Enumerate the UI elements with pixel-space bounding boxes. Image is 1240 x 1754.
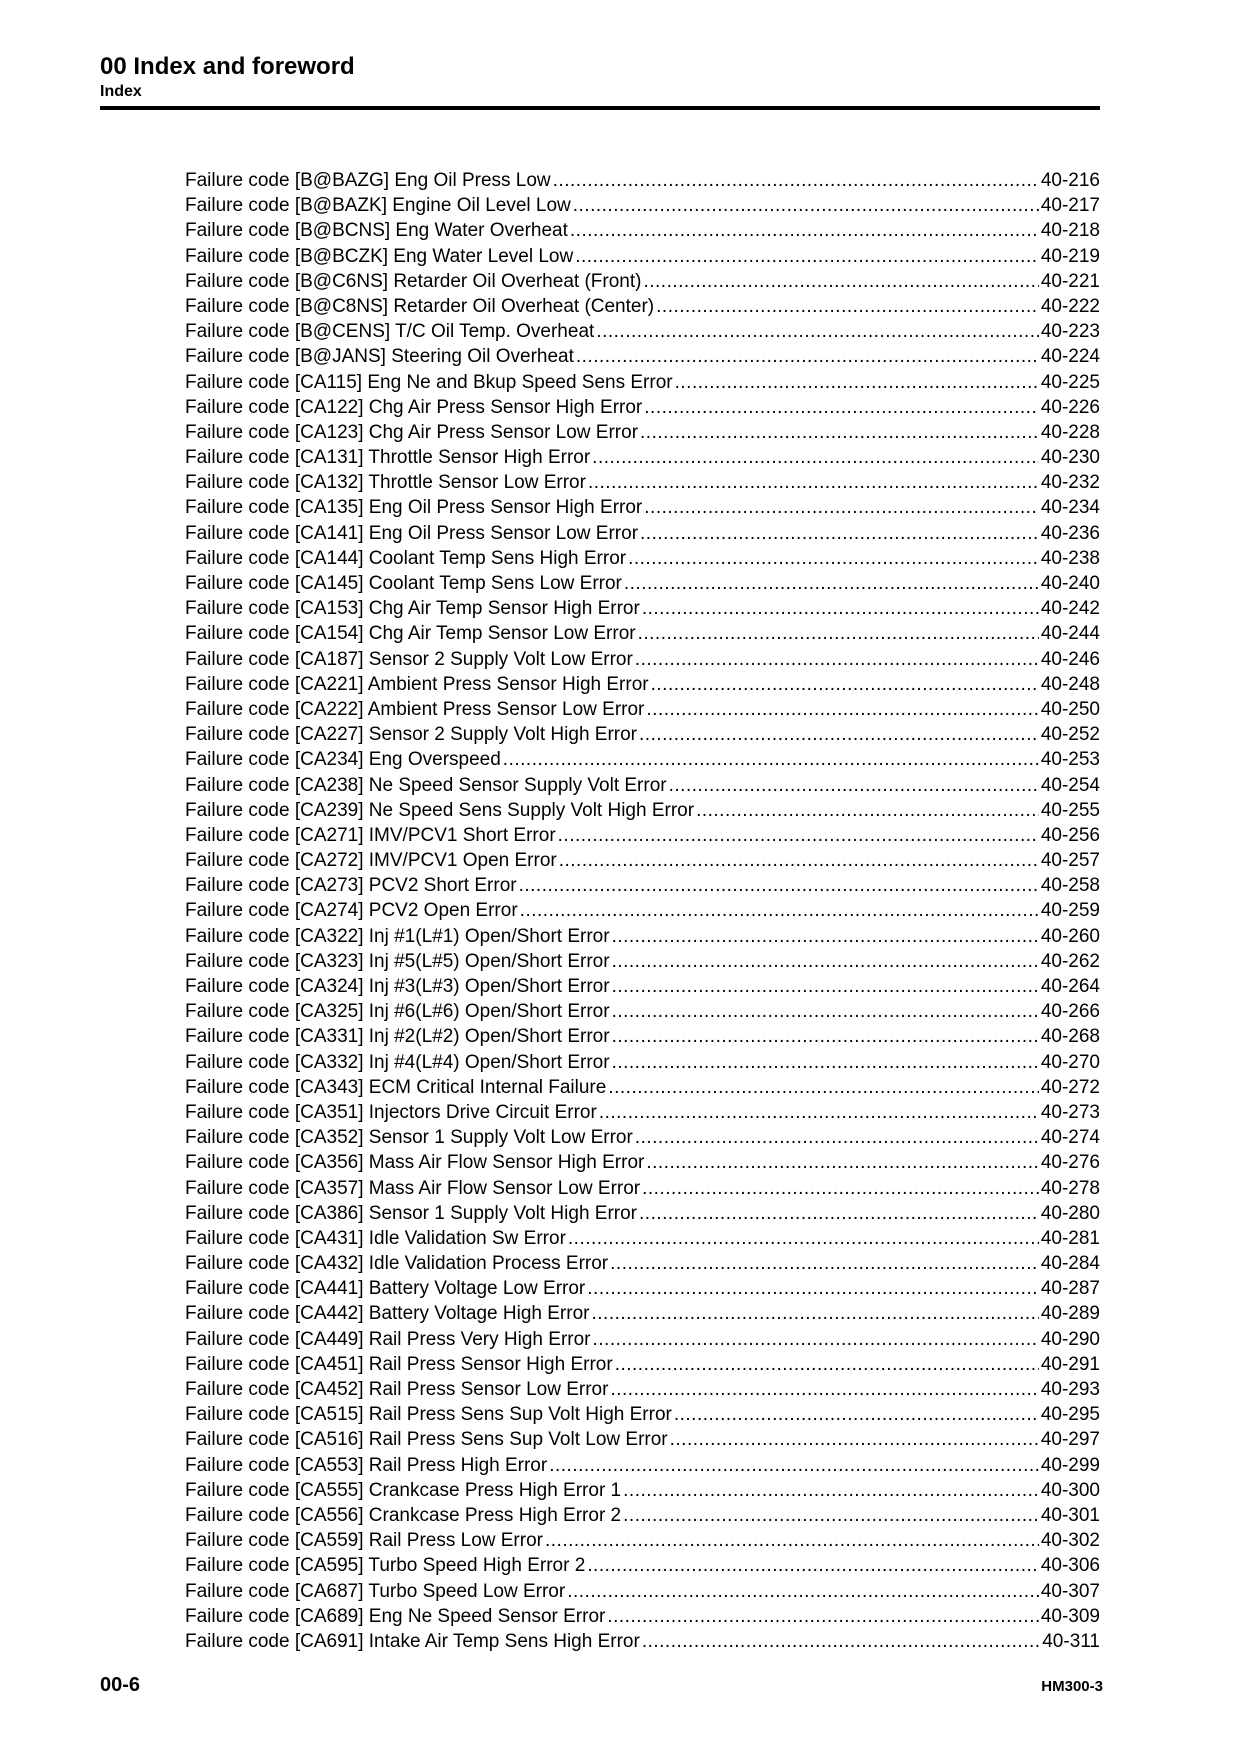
index-entry-label: Failure code [CA154] Chg Air Temp Sensor Low Error <box>185 623 636 645</box>
index-entry-page: 40-281 <box>1040 1227 1100 1249</box>
index-entry <box>185 319 1100 344</box>
index-entry-page: 40-252 <box>1040 724 1100 746</box>
index-entry-label: Failure code [CA221] Ambient Press Sensor High Error <box>185 673 649 695</box>
index-entry <box>185 621 1100 646</box>
index-entry-label: Failure code [CA238] Ne Speed Sensor Supply Volt Error <box>185 774 667 796</box>
index-entry-label: Failure code [CA386] Sensor 1 Supply Volt High Error <box>185 1202 638 1224</box>
dot-leader <box>612 1024 1039 1049</box>
index-entry <box>185 1251 1100 1276</box>
index-entry-page: 40-302 <box>1040 1530 1100 1552</box>
index-entry-page: 40-253 <box>1040 749 1100 771</box>
index-entry-label: Failure code [CA555] Crankcase Press High Error 1 <box>185 1479 622 1501</box>
dot-leader <box>612 974 1039 999</box>
dot-leader <box>696 798 1039 823</box>
page-number: 00-6 <box>100 1674 141 1696</box>
dot-leader <box>573 193 1039 218</box>
dot-leader <box>635 647 1039 672</box>
index-entry-label: Failure code [CA516] Rail Press Sens Sup Volt Low Error <box>185 1429 668 1451</box>
index-entry-page: 40-290 <box>1040 1328 1100 1350</box>
index-entry-page: 40-289 <box>1040 1303 1100 1325</box>
index-entry-page: 40-255 <box>1040 799 1100 821</box>
dot-leader <box>612 949 1039 974</box>
index-entry-label: Failure code [CA145] Coolant Temp Sens Low Error <box>185 573 622 594</box>
index-entry-page: 40-311 <box>1042 1630 1100 1652</box>
index-entry <box>185 1176 1100 1201</box>
dot-leader <box>608 1075 1038 1100</box>
index-entry-page: 40-278 <box>1040 1177 1100 1199</box>
index-entry <box>185 672 1100 697</box>
index-entry <box>185 244 1100 269</box>
index-entry <box>185 1100 1100 1125</box>
index-entry <box>185 1075 1100 1100</box>
index-entry-page: 40-223 <box>1040 321 1100 343</box>
index-entry-page: 40-225 <box>1040 371 1100 393</box>
index-entry <box>185 898 1100 923</box>
index-entry-label: Failure code [B@C8NS] Retarder Oil Overheat (Center) <box>185 295 655 317</box>
index-entry-page: 40-260 <box>1040 925 1100 947</box>
header-divider <box>100 106 1100 110</box>
index-entry <box>185 697 1100 722</box>
index-entry <box>185 848 1100 873</box>
index-entry-page: 40-228 <box>1040 421 1100 443</box>
index-entry-label: Failure code [CA122] Chg Air Press Sensor High Error <box>185 396 643 418</box>
index-entry <box>185 521 1100 546</box>
index-entry <box>185 999 1100 1024</box>
index-entry <box>185 1226 1100 1251</box>
index-entry-label: Failure code [B@BCZK] Eng Water Level Low <box>185 245 574 267</box>
index-entry-label: Failure code [CA442] Battery Voltage High Error <box>185 1303 590 1325</box>
index-entry-page: 40-230 <box>1040 447 1100 469</box>
dot-leader <box>643 269 1038 294</box>
dot-leader <box>640 521 1039 546</box>
index-entry-label: Failure code [B@C6NS] Retarder Oil Overheat (Front) <box>185 270 642 292</box>
index-entry-label: Failure code [CA222] Ambient Press Sensor Low Error <box>185 698 645 720</box>
index-entry-label: Failure code [CA323] Inj #5(L#5) Open/Short Error <box>185 950 610 972</box>
dot-leader <box>588 470 1039 495</box>
index-entry <box>185 747 1100 772</box>
index-entry <box>185 773 1100 798</box>
index-entry-label: Failure code [CA356] Mass Air Flow Sensor High Error <box>185 1152 645 1174</box>
index-entry-page: 40-272 <box>1040 1076 1100 1098</box>
index-entry-page: 40-217 <box>1040 195 1100 217</box>
index-entry-page: 40-309 <box>1040 1605 1100 1627</box>
index-entry-page: 40-291 <box>1040 1353 1100 1375</box>
index-entry <box>185 798 1100 823</box>
index-entry-label: Failure code [CA272] IMV/PCV1 Open Error <box>185 850 557 872</box>
dot-leader <box>610 1377 1038 1402</box>
page-header <box>100 52 1100 102</box>
index-entry-label: Failure code [CA132] Throttle Sensor Low Error <box>185 472 586 494</box>
index-entry-label: Failure code [CA553] Rail Press High Error <box>185 1454 548 1476</box>
dot-leader <box>612 999 1039 1024</box>
index-entry-label: Failure code [CA144] Coolant Temp Sens High Error <box>185 547 627 569</box>
dot-leader <box>642 596 1039 621</box>
dot-leader <box>623 1478 1039 1503</box>
index-entry-page: 40-299 <box>1040 1454 1100 1476</box>
index-entry <box>185 823 1100 848</box>
index-entry-page: 40-256 <box>1040 824 1100 846</box>
index-entry-label: Failure code [CA432] Idle Validation Process Error <box>185 1253 609 1275</box>
dot-leader <box>638 621 1039 646</box>
index-entry-label: Failure code [B@BAZG] Eng Oil Press Low <box>185 170 551 191</box>
dot-leader <box>610 1251 1039 1276</box>
index-entry-label: Failure code [CA322] Inj #1(L#1) Open/Short Error <box>185 925 610 947</box>
dot-leader <box>570 218 1039 243</box>
index-entry-label: Failure code [CA452] Rail Press Sensor Low Error <box>185 1379 609 1400</box>
index-entry <box>185 596 1100 621</box>
index-entry-page: 40-258 <box>1040 875 1100 897</box>
index-entry <box>185 647 1100 672</box>
index-entry-label: Failure code [B@BCNS] Eng Water Overheat <box>185 220 568 242</box>
index-entry <box>185 949 1100 974</box>
dot-leader <box>639 1201 1039 1226</box>
dot-leader <box>558 823 1039 848</box>
dot-leader <box>596 319 1039 344</box>
dot-leader <box>635 1125 1039 1150</box>
index-entry-label: Failure code [CA331] Inj #2(L#2) Open/Short Error <box>185 1026 610 1048</box>
dot-leader <box>628 546 1039 571</box>
index-entry-page: 40-287 <box>1040 1278 1100 1300</box>
index-entry-page: 40-274 <box>1040 1127 1100 1149</box>
index-entry-page: 40-268 <box>1040 1026 1100 1048</box>
dot-leader <box>669 773 1039 798</box>
index-entry-page: 40-244 <box>1040 623 1100 645</box>
index-entry <box>185 1327 1100 1352</box>
index-entry-page: 40-257 <box>1040 850 1100 872</box>
dot-leader <box>644 495 1039 520</box>
index-entry-label: Failure code [B@JANS] Steering Oil Overheat <box>185 346 574 368</box>
dot-leader <box>519 873 1039 898</box>
index-entry <box>185 974 1100 999</box>
index-entry-page: 40-266 <box>1040 1001 1100 1023</box>
index-entry-label: Failure code [CA556] Crankcase Press High Error 2 <box>185 1504 622 1526</box>
index-entry-label: Failure code [CA595] Turbo Speed High Error 2 <box>185 1555 586 1577</box>
dot-leader <box>623 1503 1039 1528</box>
index-entry-label: Failure code [CA451] Rail Press Sensor High Error <box>185 1353 613 1375</box>
index-entry-page: 40-250 <box>1040 698 1100 720</box>
index-entry-page: 40-307 <box>1040 1580 1100 1602</box>
chapter-title: 00 Index and foreword <box>100 53 355 80</box>
index-list <box>185 168 1100 1654</box>
index-entry <box>185 218 1100 243</box>
dot-leader <box>576 344 1039 369</box>
dot-leader <box>646 1150 1038 1175</box>
index-entry-label: Failure code [CA449] Rail Press Very High Error <box>185 1328 591 1350</box>
index-entry-label: Failure code [CA239] Ne Speed Sens Supply Volt High Error <box>185 799 695 821</box>
dot-leader <box>642 1176 1039 1201</box>
dot-leader <box>612 1050 1039 1075</box>
index-entry-label: Failure code [CA187] Sensor 2 Supply Volt Low Error <box>185 648 633 670</box>
index-entry-label: Failure code [CA325] Inj #6(L#6) Open/Short Error <box>185 1001 610 1023</box>
index-entry-label: Failure code [CA274] PCV2 Open Error <box>185 900 518 922</box>
index-entry-label: Failure code [CA141] Eng Oil Press Sensor Low Error <box>185 522 639 544</box>
index-entry <box>185 1402 1100 1427</box>
index-entry <box>185 1201 1100 1226</box>
index-entry <box>185 873 1100 898</box>
dot-leader <box>568 1226 1039 1251</box>
index-entry-label: Failure code [B@BAZK] Engine Oil Level Low <box>185 195 571 217</box>
index-entry <box>185 370 1100 395</box>
index-entry-page: 40-246 <box>1040 648 1100 670</box>
dot-leader <box>592 445 1039 470</box>
index-entry-page: 40-226 <box>1040 396 1100 418</box>
index-entry-label: Failure code [CA332] Inj #4(L#4) Open/Short Error <box>185 1051 610 1073</box>
index-entry <box>185 269 1100 294</box>
dot-leader <box>559 848 1039 873</box>
dot-leader <box>587 1276 1039 1301</box>
index-entry <box>185 1050 1100 1075</box>
index-entry <box>185 1453 1100 1478</box>
index-entry-page: 40-218 <box>1040 220 1100 242</box>
index-entry <box>185 495 1100 520</box>
index-entry-label: Failure code [CA687] Turbo Speed Low Error <box>185 1580 566 1602</box>
index-entry-label: Failure code [CA357] Mass Air Flow Sensor Low Error <box>185 1177 641 1199</box>
index-entry-page: 40-219 <box>1040 245 1100 267</box>
dot-leader <box>644 395 1039 420</box>
index-entry-page: 40-297 <box>1040 1429 1100 1451</box>
dot-leader <box>591 1301 1038 1326</box>
index-entry <box>185 1629 1100 1654</box>
index-entry-label: Failure code [CA273] PCV2 Short Error <box>185 875 517 897</box>
index-entry <box>185 1024 1100 1049</box>
index-entry <box>185 1478 1100 1503</box>
index-entry <box>185 722 1100 747</box>
dot-leader <box>642 1629 1040 1654</box>
index-entry-page: 40-270 <box>1040 1051 1100 1073</box>
dot-leader <box>615 1352 1039 1377</box>
index-entry-page: 40-264 <box>1040 976 1100 997</box>
index-entry <box>185 193 1100 218</box>
index-entry-page: 40-222 <box>1040 295 1100 317</box>
index-entry-label: Failure code [CA123] Chg Air Press Sensor Low Error <box>185 421 639 443</box>
dot-leader <box>646 697 1038 722</box>
index-entry-label: Failure code [CA515] Rail Press Sens Sup Volt High Error <box>185 1404 672 1426</box>
index-entry <box>185 344 1100 369</box>
index-entry <box>185 571 1100 596</box>
document-code: HM300-3 <box>1041 1678 1103 1695</box>
index-entry-label: Failure code [CA271] IMV/PCV1 Short Error <box>185 824 556 846</box>
dot-leader <box>553 168 1039 193</box>
index-entry-label: Failure code [CA431] Idle Validation Sw Error <box>185 1227 566 1249</box>
index-entry-page: 40-254 <box>1040 774 1100 796</box>
index-entry-page: 40-259 <box>1040 900 1100 922</box>
dot-leader <box>575 244 1039 269</box>
dot-leader <box>639 722 1039 747</box>
index-entry <box>185 1503 1100 1528</box>
index-entry <box>185 1276 1100 1301</box>
dot-leader <box>607 1604 1038 1629</box>
index-entry <box>185 420 1100 445</box>
dot-leader <box>675 370 1039 395</box>
index-entry-label: Failure code [CA691] Intake Air Temp Sens High Error <box>185 1630 640 1652</box>
index-entry <box>185 1528 1100 1553</box>
index-entry-label: Failure code [CA324] Inj #3(L#3) Open/Short Error <box>185 976 610 997</box>
index-entry-page: 40-276 <box>1040 1152 1100 1174</box>
index-entry-page: 40-280 <box>1040 1202 1100 1224</box>
index-entry-page: 40-238 <box>1040 547 1100 569</box>
index-entry-page: 40-300 <box>1040 1479 1100 1501</box>
index-entry <box>185 1352 1100 1377</box>
index-entry-label: Failure code [CA227] Sensor 2 Supply Volt High Error <box>185 724 638 746</box>
index-entry-label: Failure code [CA131] Throttle Sensor High Error <box>185 447 591 469</box>
index-entry-page: 40-273 <box>1040 1101 1100 1123</box>
index-entry-page: 40-295 <box>1040 1404 1100 1426</box>
index-entry <box>185 1150 1100 1175</box>
index-entry-page: 40-221 <box>1040 270 1100 292</box>
section-title: Index <box>100 83 142 100</box>
index-entry-label: Failure code [CA234] Eng Overspeed <box>185 749 501 771</box>
index-entry-label: Failure code [CA441] Battery Voltage Low Error <box>185 1278 586 1300</box>
index-entry <box>185 1427 1100 1452</box>
index-entry-page: 40-236 <box>1040 522 1100 544</box>
dot-leader <box>545 1528 1039 1553</box>
dot-leader <box>567 1579 1039 1604</box>
index-entry <box>185 1125 1100 1150</box>
index-entry-page: 40-293 <box>1040 1379 1100 1400</box>
index-entry-page: 40-224 <box>1040 346 1100 368</box>
dot-leader <box>674 1402 1039 1427</box>
index-entry <box>185 445 1100 470</box>
index-entry <box>185 470 1100 495</box>
dot-leader <box>624 571 1039 596</box>
index-entry-label: Failure code [CA352] Sensor 1 Supply Volt Low Error <box>185 1127 633 1149</box>
index-entry-label: Failure code [B@CENS] T/C Oil Temp. Overheat <box>185 321 595 343</box>
index-entry <box>185 1301 1100 1326</box>
index-entry-label: Failure code [CA135] Eng Oil Press Sensor High Error <box>185 497 643 519</box>
index-entry <box>185 1377 1100 1402</box>
index-entry <box>185 1553 1100 1578</box>
dot-leader <box>593 1327 1039 1352</box>
index-entry-label: Failure code [CA351] Injectors Drive Circuit Error <box>185 1101 597 1123</box>
index-entry-label: Failure code [CA559] Rail Press Low Error <box>185 1530 543 1552</box>
dot-leader <box>549 1453 1039 1478</box>
index-entry-page: 40-248 <box>1040 673 1100 695</box>
dot-leader <box>612 924 1039 949</box>
index-entry <box>185 546 1100 571</box>
dot-leader <box>640 420 1039 445</box>
index-entry-page: 40-301 <box>1040 1504 1100 1526</box>
index-entry-page: 40-242 <box>1040 598 1100 620</box>
dot-leader <box>520 898 1039 923</box>
index-entry-label: Failure code [CA115] Eng Ne and Bkup Speed Sens Error <box>185 371 673 393</box>
index-entry-label: Failure code [CA689] Eng Ne Speed Sensor Error <box>185 1605 606 1627</box>
index-entry-page: 40-284 <box>1040 1253 1100 1275</box>
index-entry <box>185 294 1100 319</box>
dot-leader <box>503 747 1039 772</box>
index-entry-page: 40-240 <box>1040 573 1100 594</box>
dot-leader <box>599 1100 1039 1125</box>
index-entry-page: 40-216 <box>1040 170 1100 191</box>
index-entry <box>185 1604 1100 1629</box>
dot-leader <box>587 1553 1039 1578</box>
dot-leader <box>670 1427 1039 1452</box>
dot-leader <box>656 294 1039 319</box>
index-entry-page: 40-262 <box>1040 950 1100 972</box>
index-entry <box>185 168 1100 193</box>
index-entry-page: 40-234 <box>1040 497 1100 519</box>
dot-leader <box>651 672 1039 697</box>
index-entry-page: 40-232 <box>1040 472 1100 494</box>
index-entry-page: 40-306 <box>1040 1555 1100 1577</box>
index-entry <box>185 1579 1100 1604</box>
index-entry-label: Failure code [CA343] ECM Critical Internal Failure <box>185 1076 607 1098</box>
index-entry-label: Failure code [CA153] Chg Air Temp Sensor High Error <box>185 598 640 620</box>
index-entry <box>185 924 1100 949</box>
index-entry <box>185 395 1100 420</box>
